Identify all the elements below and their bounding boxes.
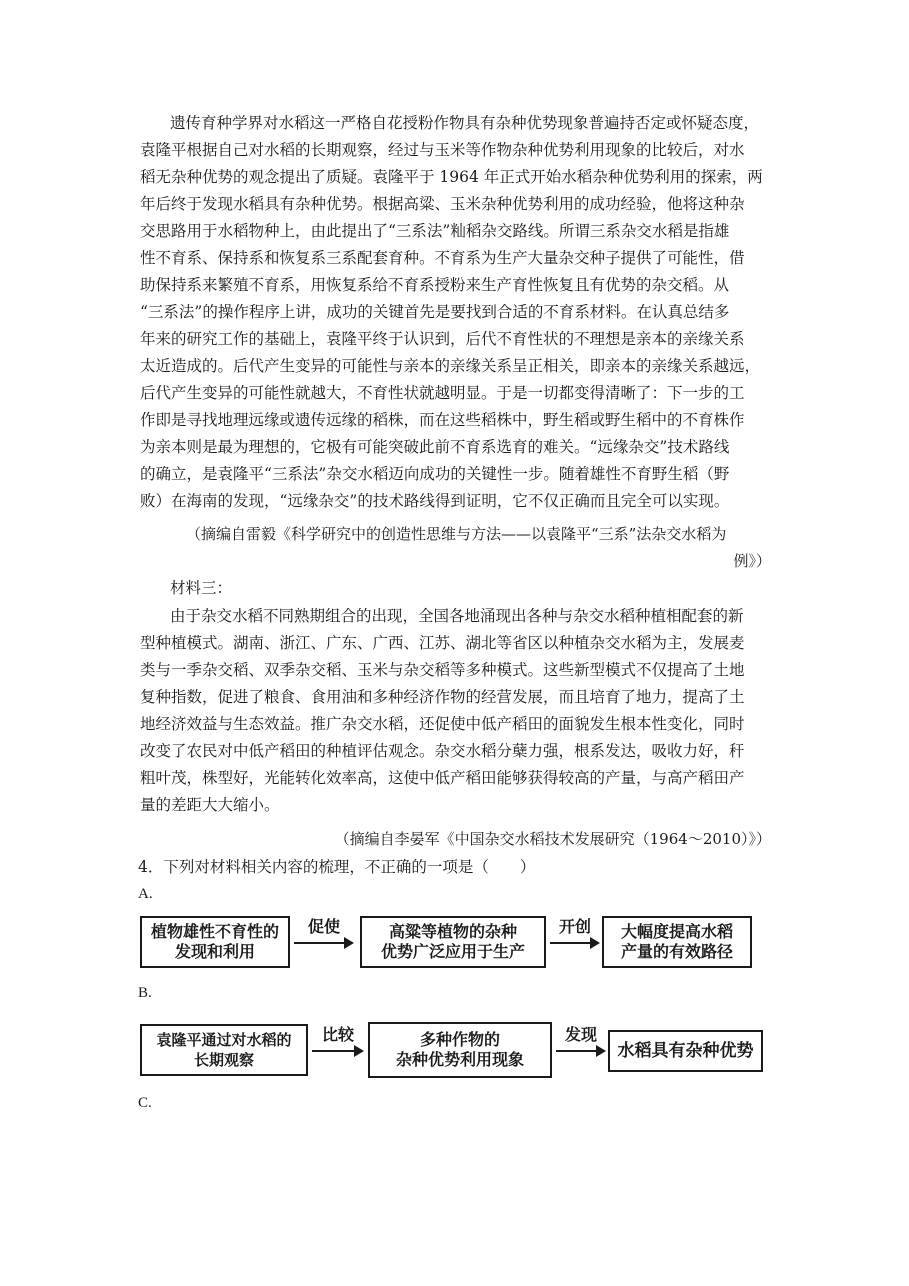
passage-line: 太近造成的。后代产生变异的可能性与亲本的亲缘关系呈正相关，即亲本的亲缘关系越远， [140,357,761,375]
flow-arrow [312,1026,364,1066]
flow-box-text: 产量的有效路径 [620,942,733,961]
passage-line: 地经济效益与生态效益。推广杂交水稻，还促使中低产稻田的面貌发生根本性变化，同时 [140,715,745,733]
passage-line: 遗传育种学界对水稻这一严格自花授粉作物具有杂种优势现象普遍持否定或怀疑态度， [170,114,760,132]
source-citation: （摘编自李晏军《中国杂交水稻技术发展研究（1964～2010）》） [334,830,771,848]
flow-box [602,916,752,968]
flow-arrow [556,1026,606,1066]
passage-line: 后代产生变异的可能性就越大，不育性状就越明显。于是一切都变得清晰了：下一步的工 [140,384,745,402]
passage-line: 败）在海南的发现，“远缘杂交”的技术路线得到证明，它不仅正确而且完全可以实现。 [140,492,730,510]
passage-line: 交思路用于水稻物种上，由此提出了“三系法”籼稻杂交路线。所谓三系杂交水稻是指雄 [140,222,730,240]
flow-box-text: 多种作物的 [419,1030,500,1049]
flow-box [140,1024,308,1076]
flow-box-text: 植物雄性不育性的 [150,922,279,941]
flow-box [360,916,546,968]
question-stem: 4．下列对材料相关内容的梳理，不正确的一项是（ ） [138,858,536,876]
arrow-label: 比较 [321,1025,354,1044]
passage-line: 年后终于发现水稻具有杂种优势。根据高粱、玉米杂种优势利用的成功经验，他将这种杂 [140,195,745,213]
flow-box-text: 长期观察 [193,1051,254,1069]
passage-line: 由于杂交水稻不同熟期组合的出现，全国各地涌现出各种与杂交水稻种植相配套的新 [170,607,744,625]
flow-box [140,916,290,968]
arrow-head-icon [344,937,354,949]
option-c-label: C. [138,1095,152,1111]
passage-line: 袁隆平根据自己对水稻的长期观察，经过与玉米等作物杂种优势利用现象的比较后，对水 [140,141,745,159]
flow-box-text: 优势广泛应用于生产 [380,942,525,961]
passage-line: 粗叶茂，株型好，光能转化效率高，这使中低产稻田能够获得较高的产量，与高产稻田产 [140,769,745,787]
arrow-head-icon [596,1045,606,1057]
passage-line: 类与一季杂交稻、双季杂交稻、玉米与杂交稻等多种模式。这些新型模式不仅提高了土地 [140,661,745,679]
source-citation: （摘编自雷毅《科学研究中的创造性思维与方法——以袁隆平“三系”法杂交水稻为 [186,525,727,543]
option-b-label: B. [138,985,152,1001]
arrow-head-icon [590,937,600,949]
option-a-flowchart [140,912,780,972]
arrow-head-icon [354,1045,364,1057]
flow-box-text: 发现和利用 [174,942,255,961]
flow-box [368,1022,552,1078]
flow-box-text: 高粱等植物的杂种 [388,922,517,941]
arrow-label: 促使 [307,917,340,936]
passage-line: 作即是寻找地理远缘或遗传远缘的稻株，而在这些稻株中，野生稻或野生稻中的不育株作 [140,411,745,429]
flow-box-text: 袁隆平通过对水稻的 [156,1031,292,1049]
flow-box [608,1030,763,1072]
option-b-flowchart [140,1020,780,1080]
passage-line: 性不育系、保持系和恢复系三系配套育种。不育系为生产大量杂交种子提供了可能性，借 [140,249,745,267]
passage-line: 为亲本则是最为理想的，它极有可能突破此前不育系选育的难关。“远缘杂交”技术路线 [140,438,730,456]
passage-line: 助保持系来繁殖不育系，用恢复系给不育系授粉来生产育性恢复且有优势的杂交稻。从 [140,276,730,294]
flow-box-text: 水稻具有杂种优势 [617,1041,754,1061]
material-label: 材料三： [170,579,233,597]
passage-line: 量的差距大大缩小。 [140,796,280,814]
passage-line: 复种指数，促进了粮食、食用油和多种经济作物的经营发展，而且培育了地力，提高了土 [140,688,745,706]
flow-arrow [294,918,354,958]
flow-box-text: 大幅度提高水稻 [620,922,733,941]
passage-line: 改变了农民对中低产稻田的种植评估观念。杂交水稻分蘖力强，根系发达，吸收力好，秆 [140,742,745,760]
source-citation-cont: 例》） [733,552,771,570]
flow-box-text: 杂种优势利用现象 [395,1050,524,1069]
arrow-label: 发现 [564,1025,597,1044]
passage-line: 型种植模式。湖南、浙江、广东、广西、江苏、湖北等省区以种植杂交水稻为主，发展麦 [140,634,745,652]
passage-line: 的确立，是袁隆平“三系法”杂交水稻迈向成功的关键性一步。随着雄性不育野生稻（野 [140,465,730,483]
passage-line: 稻无杂种优势的观念提出了质疑。袁隆平于 1964 年正式开始水稻杂种优势利用的探索，两 [140,168,763,186]
flow-arrow [550,918,600,958]
passage-line: 年来的研究工作的基础上，袁隆平终于认识到，后代不育性状的不理想是亲本的亲缘关系 [140,330,745,348]
arrow-label: 开创 [558,917,591,936]
passage-line: “三系法”的操作程序上讲，成功的关键首先是要找到合适的不育系材料。在认真总结多 [140,303,730,321]
option-a-label: A. [138,886,153,902]
